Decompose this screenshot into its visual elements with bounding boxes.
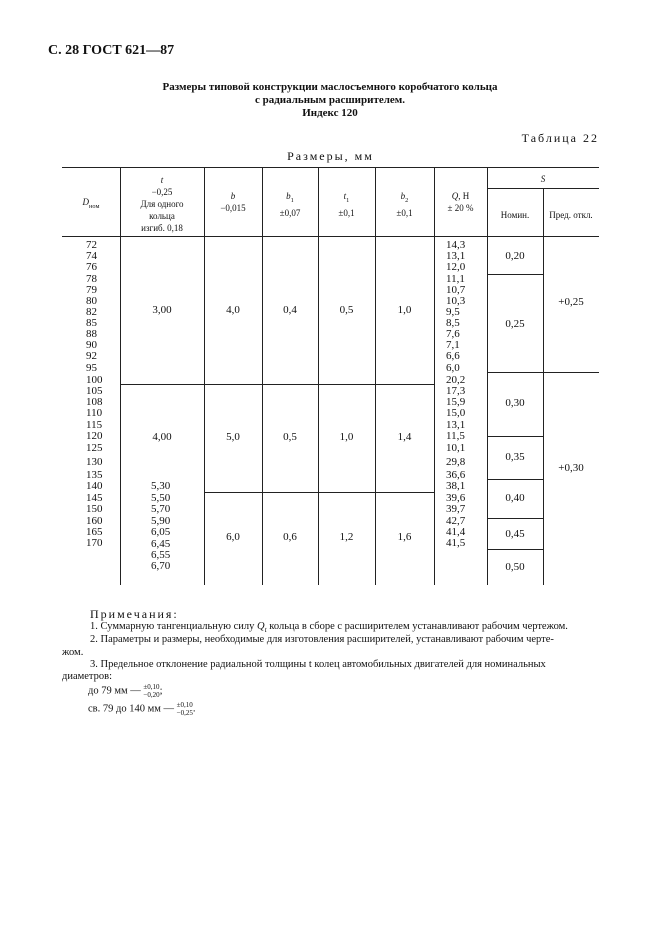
header-s: S: [540, 174, 546, 184]
col-divider-2: [204, 167, 205, 585]
d-nom-value: 130: [86, 456, 103, 468]
t-lower-value: 6,45: [151, 538, 171, 550]
d-nom-value: 95: [86, 362, 97, 374]
q-value: 15,9: [446, 396, 466, 408]
d-nom-group: [86, 420, 103, 442]
q-value: 29,8: [446, 456, 466, 468]
b-group2-value: 5,0: [226, 431, 240, 443]
q-value: 42,7: [446, 515, 466, 527]
q-group: [446, 516, 465, 549]
header-t: t −0,25 Для одного кольца изгиб. 0,18: [140, 175, 184, 233]
q-value: 11,1: [446, 273, 465, 285]
b1-group1-value: 0,4: [283, 304, 297, 316]
q-group: [446, 420, 465, 442]
d-nom-group: [86, 274, 103, 362]
d-nom-value: 170: [86, 537, 103, 549]
d-nom-value: 85: [86, 317, 97, 329]
q-value: 38,1: [446, 480, 466, 492]
d-nom-value: 79: [86, 284, 97, 296]
d-nom-column: [86, 240, 103, 549]
d-nom-value: 150: [86, 503, 103, 515]
note-3-limit-2: св. 79 до 140 мм — ±0,10 −0,25.: [88, 701, 196, 717]
header-b: b −0,015: [220, 191, 246, 213]
q-value: 6,0: [446, 362, 460, 374]
notes-heading: Примечания:: [90, 607, 179, 621]
s-row-divider-6: [487, 549, 543, 550]
b-group1-value: 4,0: [226, 304, 240, 316]
q-value: 14,3: [446, 239, 466, 251]
d-nom-value: 76: [86, 261, 97, 273]
b-group3-value: 6,0: [226, 531, 240, 543]
s-dev-group1-value: +0,25: [558, 296, 584, 308]
d-nom-value: 90: [86, 339, 97, 351]
note-3-line-1: 3. Предельное отклонение радиальной толщины t колец автомобильных двигателей для номинальных: [90, 659, 546, 670]
q-group: [446, 240, 465, 273]
s-nom-value: 0,35: [505, 451, 525, 463]
q-group: [446, 375, 465, 419]
d-nom-value: 100: [86, 374, 103, 386]
t-lower-value: 5,50: [151, 492, 171, 504]
d-nom-value: 82: [86, 306, 97, 318]
t1-group1-value: 0,5: [339, 304, 354, 316]
s-nom-value: 0,20: [505, 250, 525, 262]
group1-divider: [120, 384, 435, 385]
q-value: 10,3: [446, 295, 466, 307]
d-nom-group: [86, 363, 103, 374]
q-value: 17,3: [446, 385, 466, 397]
s-row-divider-5: [487, 518, 543, 519]
group2-divider: [204, 492, 435, 493]
header-t1: $t_1$ ±0,1: [338, 191, 355, 218]
q-value: 11,5: [446, 430, 465, 442]
d-nom-group: [86, 493, 103, 515]
b1-group3-value: 0,6: [283, 531, 297, 543]
d-nom-value: 105: [86, 385, 103, 397]
q-value: 39,6: [446, 492, 466, 504]
d-nom-group: [86, 470, 103, 492]
q-value: 9,5: [446, 306, 460, 318]
col-divider-6: [434, 167, 435, 585]
d-nom-group: [86, 240, 103, 273]
q-value: 8,5: [446, 317, 460, 329]
b2-group3-value: 1,6: [397, 531, 412, 543]
d-nom-value: 78: [86, 273, 97, 285]
s-dev-group2-value: +0,30: [558, 462, 584, 474]
t-lower-value: 5,90: [151, 515, 171, 527]
table-top-border: [62, 167, 599, 168]
t1-group3-value: 1,2: [339, 531, 354, 543]
b1-group2-value: 0,5: [283, 431, 297, 443]
header-b2: $b_2$ ±0,1: [396, 191, 413, 218]
q-group: [446, 457, 465, 468]
q-value: 6,6: [446, 350, 460, 362]
d-nom-value: 140: [86, 480, 103, 492]
note-2-line-1: 2. Параметры и размеры, необходимые для изготовления расширителей, устанавливают рабочим черте-: [90, 634, 554, 645]
q-value: 10,7: [446, 284, 466, 296]
d-nom-group: [86, 375, 103, 419]
header-s-nom: Номин.: [500, 210, 530, 220]
d-nom-value: 135: [86, 469, 103, 481]
header-s-dev: Пред. откл.: [549, 210, 593, 220]
note-3-limit-1: до 79 мм — ±0,10 −0,20;: [88, 683, 163, 699]
col-divider-7: [487, 167, 488, 585]
q-value: 7,1: [446, 339, 460, 351]
t-lower-group: [151, 516, 170, 538]
q-value: 15,0: [446, 407, 466, 419]
d-nom-group: [86, 516, 103, 549]
q-value: 12,0: [446, 261, 466, 273]
t-group1-value: 3,00: [152, 304, 172, 316]
note-1: 1. Суммарную тангенциальную силу $Q_t$ кольца в сборе с расширителем устанавливают рабочим чертежом.: [90, 621, 568, 635]
d-nom-value: 88: [86, 328, 97, 340]
header-b1: $b_1$ ±0,07: [279, 191, 301, 218]
q-value: 13,1: [446, 419, 466, 431]
q-column: [446, 240, 465, 549]
t-lower-value: 6,55: [151, 549, 171, 561]
d-nom-value: 115: [86, 419, 103, 431]
q-group: [446, 363, 465, 374]
q-value: 41,5: [446, 537, 466, 549]
q-value: 20,2: [446, 374, 466, 386]
t-lower-column: [151, 481, 170, 572]
d-nom-value: 160: [86, 515, 103, 527]
page-header: С. 28 ГОСТ 621—87: [48, 43, 175, 58]
d-nom-group: [86, 443, 103, 454]
t-lower-group: [151, 481, 170, 492]
col-divider-3: [262, 167, 263, 585]
d-nom-value: 72: [86, 239, 97, 251]
q-group: [446, 274, 465, 362]
q-value: 39,7: [446, 503, 466, 515]
q-value: 10,1: [446, 442, 466, 454]
b2-group1-value: 1,0: [397, 304, 412, 316]
note-2-line-2: жом.: [62, 647, 84, 658]
col-divider-5: [375, 167, 376, 585]
table-title-line-3: Индекс 120: [302, 107, 358, 119]
d-nom-value: 165: [86, 526, 103, 538]
q-group: [446, 493, 465, 515]
d-nom-value: 74: [86, 250, 97, 262]
q-group: [446, 443, 465, 454]
s-row-divider-1: [487, 274, 543, 275]
table-title-line-1: Размеры типовой конструкции маслосъемного коробчатого кольца: [162, 81, 498, 93]
s-nom-value: 0,40: [505, 492, 525, 504]
header-bottom-border: [62, 236, 599, 237]
d-nom-value: 110: [86, 407, 103, 419]
s-row-divider-3: [487, 436, 543, 437]
col-divider-8: [543, 188, 544, 585]
col-divider-4: [318, 167, 319, 585]
d-nom-value: 125: [86, 442, 103, 454]
t-lower-value: 6,05: [151, 526, 171, 538]
header-q: Q, Н ± 20 %: [447, 191, 474, 213]
b2-group2-value: 1,4: [397, 431, 412, 443]
t1-group2-value: 1,0: [339, 431, 354, 443]
s-nom-value: 0,45: [505, 528, 525, 540]
t-group2-value: 4,00: [152, 431, 172, 443]
s-nom-value: 0,50: [505, 561, 525, 573]
d-nom-value: 120: [86, 430, 103, 442]
t-lower-group: [151, 539, 170, 572]
q-value: 7,6: [446, 328, 460, 340]
t-lower-value: 6,70: [151, 560, 171, 572]
t-lower-value: 5,70: [151, 503, 171, 515]
d-nom-value: 108: [86, 396, 103, 408]
table-number: Таблица 22: [521, 131, 599, 145]
sizes-caption: Размеры, мм: [287, 149, 374, 163]
q-group: [446, 470, 465, 492]
header-d-nom: $D_{ном}$: [82, 197, 100, 210]
s-nom-value: 0,30: [505, 397, 525, 409]
table-title-line-2: с радиальным расширителем.: [254, 94, 406, 106]
q-value: 41,4: [446, 526, 466, 538]
d-nom-group: [86, 457, 103, 468]
s-nom-value: 0,25: [505, 318, 525, 330]
t-lower-value: 5,30: [151, 480, 171, 492]
t-lower-group: [151, 493, 170, 515]
q-value: 36,6: [446, 469, 466, 481]
note-3-line-2: диаметров:: [62, 671, 113, 682]
s-row-divider-4: [487, 479, 543, 480]
d-nom-value: 92: [86, 350, 97, 362]
d-nom-value: 145: [86, 492, 103, 504]
q-value: 13,1: [446, 250, 466, 262]
d-nom-value: 80: [86, 295, 97, 307]
